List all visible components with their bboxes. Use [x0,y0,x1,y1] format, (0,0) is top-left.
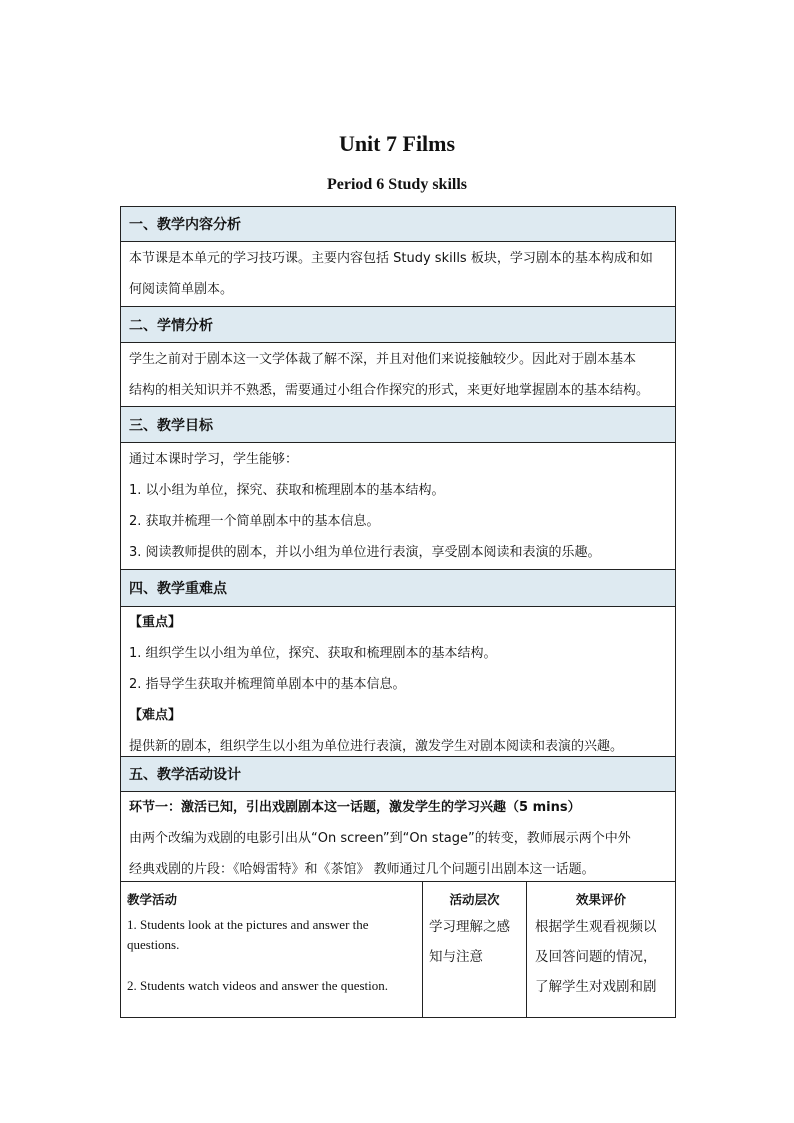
level-column-header: 活动层次 [449,892,500,907]
text-line: 提供新的剧本，组织学生以小组为单位进行表演，激发学生对剧本阅读和表演的兴趣。 [129,739,624,754]
text-line: 2. 获取并梳理一个简单剧本中的基本信息。 [129,514,380,529]
section-body-key-points [121,607,675,757]
evaluation-column-header: 效果评价 [575,892,626,907]
text-line: 2. 指导学生获取并梳理简单剧本中的基本信息。 [129,677,406,692]
activity-column-header: 教学活动 [127,892,178,907]
activity-item: 2. Students watch videos and answer the question. [127,978,389,993]
key-point-label: 【重点】 [129,615,182,630]
text-line: 本节课是本单元的学习技巧课。主要内容包括 Study skills 板块，学习剧本的基本构成和如 [129,251,653,266]
evaluation-text: 及回答问题的情况， [535,949,657,965]
text-line: 由两个改编为戏剧的电影引出从“On screen”到“On stage”的转变，教师展示两个中外 [129,831,631,846]
section-body-content-analysis [121,242,675,307]
text-line: 1. 以小组为单位，探究、获取和梳理剧本的基本结构。 [129,483,445,498]
evaluation-text: 了解学生对戏剧和剧 [535,979,657,995]
text-line: 结构的相关知识并不熟悉，需要通过小组合作探究的形式，来更好地掌握剧本的基本结构。 [129,383,650,398]
evaluation-text: 根据学生观看视频以 [535,919,657,935]
section-heading-activity-design: 五、教学活动设计 [121,757,675,792]
section-heading-key-points: 四、教学重难点 [121,570,675,607]
section-body-objectives [121,443,675,570]
text-line: 何阅读简单剧本。 [129,282,234,297]
text-line: 1. 组织学生以小组为单位，探究、获取和梳理剧本的基本结构。 [129,646,497,661]
lesson-plan-table [120,206,676,1018]
text-line: 学生之前对于剧本这一文学体裁了解不深，并且对他们来说接触较少。因此对于剧本基本 [129,352,637,367]
section-body-learner-analysis [121,343,675,407]
text-line: 通过本课时学习，学生能够： [129,452,299,467]
text-line: 经典戏剧的片段：《哈姆雷特》和《茶馆》 教师通过几个问题引出剧本这一话题。 [129,862,595,877]
section-heading-content-analysis: 一、教学内容分析 [121,207,675,242]
level-text: 知与注意 [429,949,483,965]
text-line: 3. 阅读教师提供的剧本，并以小组为单位进行表演，享受剧本阅读和表演的乐趣。 [129,545,601,560]
level-text: 学习理解之感 [429,919,510,935]
section-heading-learner-analysis: 二、学情分析 [121,307,675,343]
evaluation-column [527,882,675,1017]
section-body-activity-design [121,792,675,882]
section-heading-objectives: 三、教学目标 [121,407,675,443]
activity-table [121,882,675,1017]
level-column [423,882,527,1017]
activity-item: 1. Students look at the pictures and answer the questions. [127,917,369,952]
document-subtitle: Period 6 Study skills [326,176,468,193]
difficulty-label: 【难点】 [129,708,182,723]
activity-column [121,882,423,1017]
document-title: Unit 7 Films [338,131,456,156]
stage-one-heading: 环节一：激活已知，引出戏剧剧本这一话题，激发学生的学习兴趣（5 mins） [129,800,581,815]
